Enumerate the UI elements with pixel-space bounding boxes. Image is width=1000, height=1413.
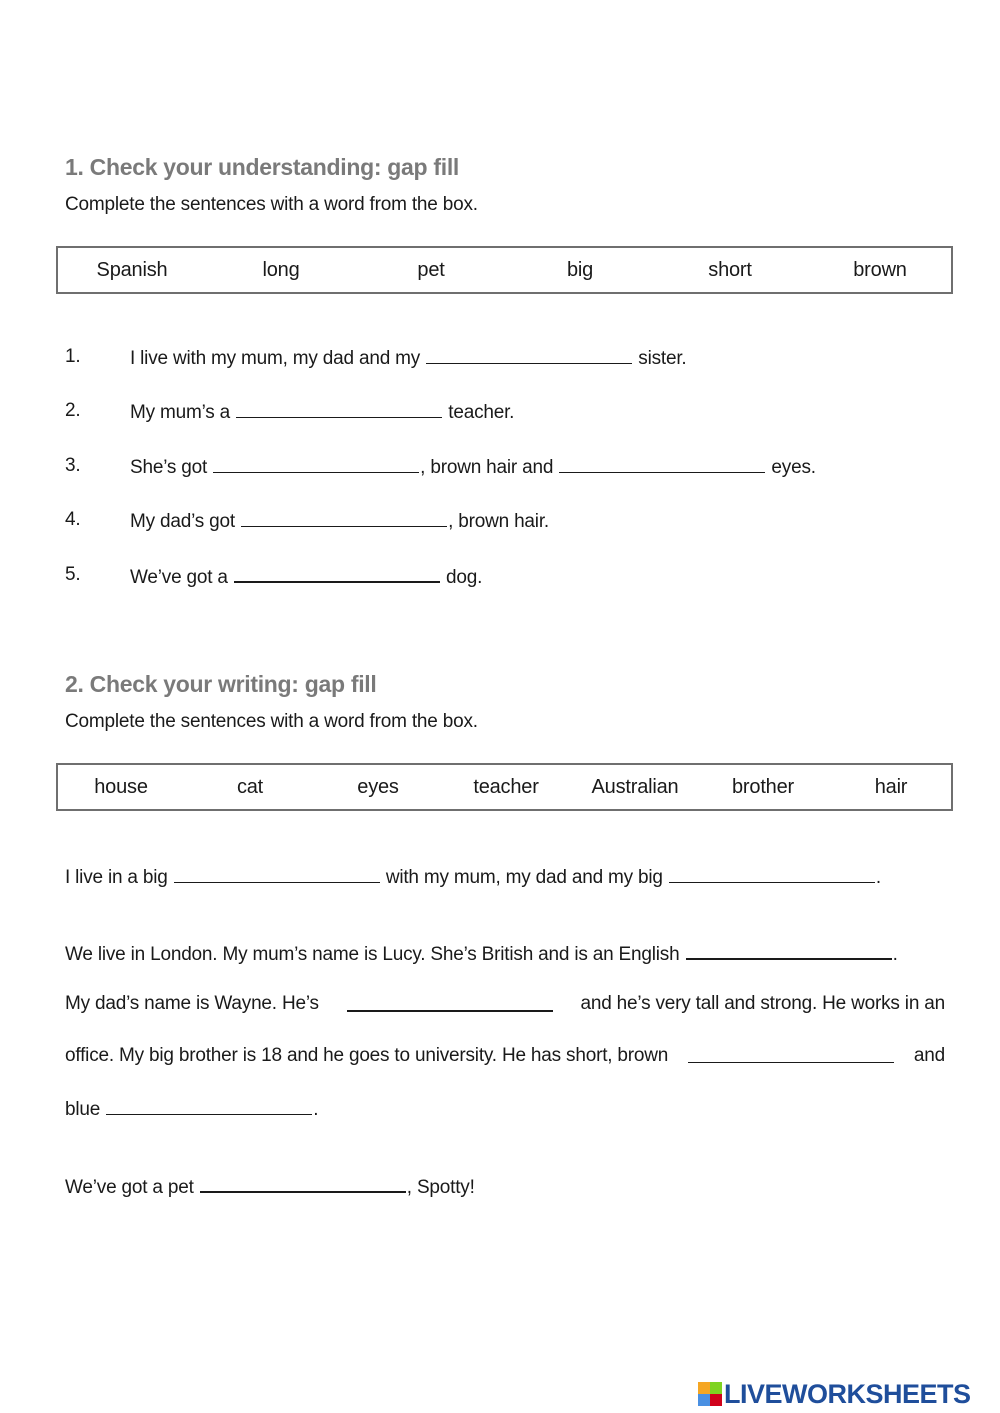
word-option: teacher <box>473 776 539 798</box>
question-text-after: dog. <box>445 567 483 588</box>
paragraph-line-5 <box>65 1097 945 1121</box>
answer-gap[interactable] <box>559 455 765 473</box>
question-text <box>130 346 687 370</box>
question-text-after: eyes. <box>771 457 816 478</box>
answer-gap[interactable] <box>688 1045 894 1063</box>
question-number: 4. <box>65 509 81 530</box>
paragraph-line-1 <box>65 865 945 889</box>
question-text <box>130 455 816 479</box>
section2-word-box <box>56 763 953 811</box>
question-number: 3. <box>65 455 81 476</box>
question-text-after: teacher. <box>448 402 515 423</box>
question-text <box>130 564 482 589</box>
word-option: pet <box>417 259 445 281</box>
answer-gap[interactable] <box>241 509 447 527</box>
question-text-before: We’ve got a <box>130 567 228 588</box>
word-option: brother <box>732 776 794 798</box>
question-text-before: My dad’s got <box>130 511 235 532</box>
logo-square <box>698 1382 710 1394</box>
answer-gap[interactable] <box>426 346 632 364</box>
answer-gap[interactable] <box>234 564 440 583</box>
question-number: 2. <box>65 400 81 421</box>
answer-gap[interactable] <box>347 993 553 1012</box>
liveworksheets-logo-icon <box>698 1382 722 1406</box>
question-text-before: She’s got <box>130 457 208 478</box>
question-text-middle: , brown hair and <box>420 457 554 478</box>
liveworksheets-logo <box>698 1379 971 1409</box>
section2-title: 2. Check your writing: gap fill <box>65 671 377 697</box>
paragraph-text: office. My big brother is 18 and he goes to university. He has short, brown <box>65 1045 669 1066</box>
question-text <box>130 400 514 424</box>
question-number: 1. <box>65 346 81 367</box>
word-option: eyes <box>357 776 399 798</box>
answer-gap[interactable] <box>174 865 380 883</box>
paragraph-text: and <box>913 1045 945 1066</box>
paragraph-line-3 <box>65 993 945 1015</box>
word-option: long <box>262 259 300 281</box>
question-text <box>130 509 549 533</box>
paragraph-text: We live in London. My mum’s name is Lucy. She’s British and is an English <box>65 944 680 965</box>
word-option: brown <box>853 259 907 281</box>
section1-word-box <box>56 246 953 294</box>
paragraph-text: and he’s very tall and strong. He works in an <box>580 993 945 1014</box>
word-option: cat <box>236 776 264 798</box>
logo-square <box>710 1382 722 1394</box>
word-option: Australian <box>591 776 679 798</box>
paragraph-line-4 <box>65 1045 945 1067</box>
paragraph-text: . <box>313 1099 319 1120</box>
paragraph-text: . <box>875 867 881 888</box>
question-number: 5. <box>65 564 81 585</box>
question-text-before: I live with my mum, my dad and my <box>130 348 421 369</box>
paragraph-line-6 <box>65 1174 945 1199</box>
section2-instruction: Complete the sentences with a word from the box. <box>65 711 478 732</box>
paragraph-text: , Spotty! <box>406 1177 475 1198</box>
logo-square <box>710 1394 722 1406</box>
paragraph-text: . <box>892 944 898 965</box>
word-option: Spanish <box>96 259 168 281</box>
paragraph-text: with my mum, my dad and my big <box>385 867 663 888</box>
paragraph-line-2 <box>65 941 945 966</box>
word-option: hair <box>874 776 908 798</box>
word-option: short <box>708 259 752 281</box>
logo-square <box>698 1394 710 1406</box>
answer-gap[interactable] <box>236 400 442 418</box>
paragraph-text: My dad’s name is Wayne. He’s <box>65 993 319 1014</box>
answer-gap[interactable] <box>686 941 892 960</box>
section1-title: 1. Check your understanding: gap fill <box>65 154 460 180</box>
paragraph-text: blue <box>65 1099 101 1120</box>
answer-gap[interactable] <box>200 1174 406 1193</box>
section1-instruction: Complete the sentences with a word from the box. <box>65 194 478 215</box>
question-text-after: sister. <box>638 348 687 369</box>
question-text-before: My mum’s a <box>130 402 231 423</box>
answer-gap[interactable] <box>669 865 875 883</box>
answer-gap[interactable] <box>106 1097 312 1115</box>
question-text-after: , brown hair. <box>448 511 549 532</box>
answer-gap[interactable] <box>213 455 419 473</box>
word-option: house <box>94 776 148 798</box>
paragraph-text: We’ve got a pet <box>65 1177 194 1198</box>
paragraph-text: I live in a big <box>65 867 168 888</box>
word-option: big <box>566 259 594 281</box>
liveworksheets-logo-text: LIVEWORKSHEETS <box>724 1378 971 1409</box>
